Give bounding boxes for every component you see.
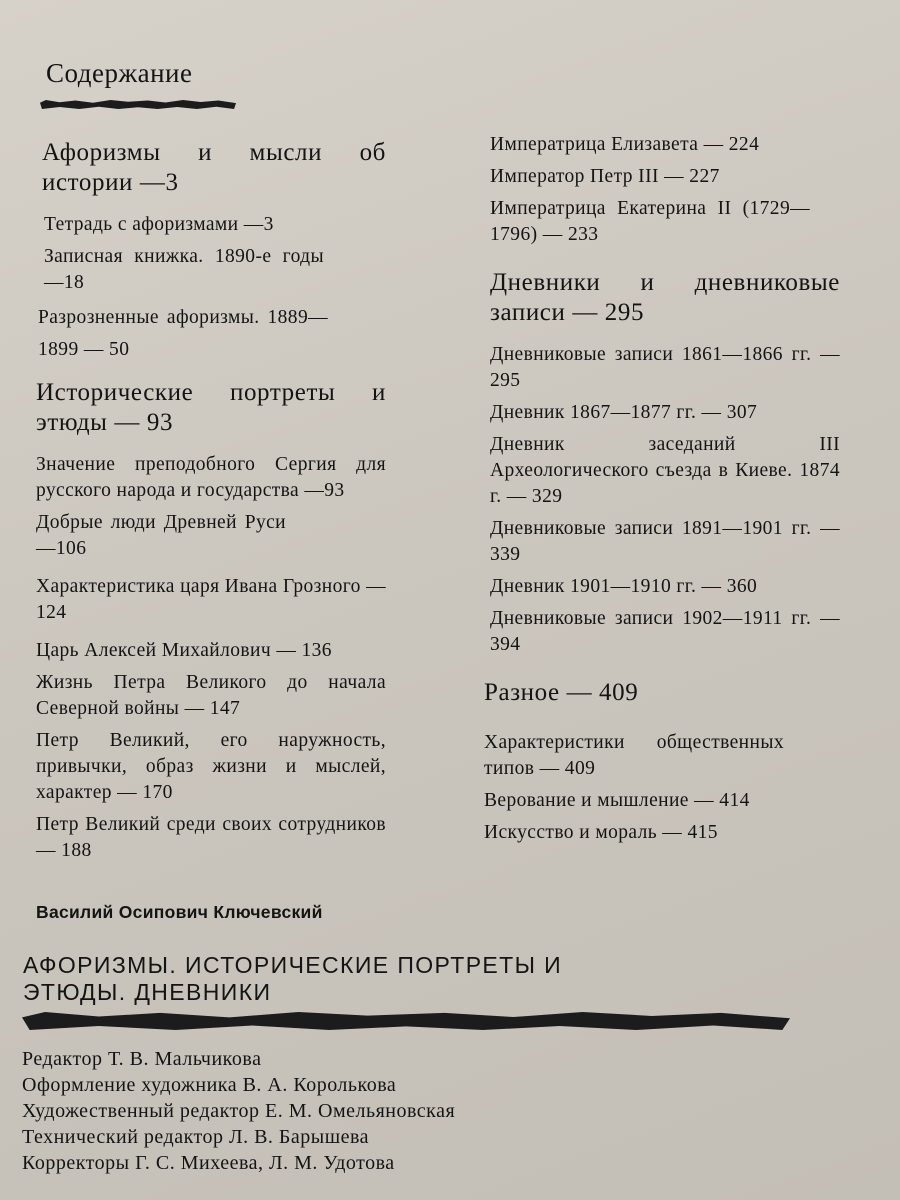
toc-entry: Дневниковые записи 1861—1866 гг. — 295 [490,344,840,391]
heading-underline [40,100,236,109]
credits-block [22,1046,455,1176]
toc-entry: Добрые люди Древней Руси —106 [36,512,286,559]
toc-entry: Верование и мышление — 414 [484,790,750,811]
credit-line: Технический редактор Л. В. Барышева [22,1126,370,1148]
credit-line: Художественный редактор Е. М. Омельяновская [22,1100,456,1122]
section-heading: Афоризмы и мысли об истории —3 [42,139,386,196]
toc-entry: Характеристики общественных типов — 409 [484,732,784,779]
credit-line: Корректоры Г. С. Михеева, Л. М. Удотова [22,1152,395,1174]
toc-entry: Император Петр III — 227 [490,166,720,187]
contents-heading: Содержание [46,58,193,88]
toc-entry: Дневниковые записи 1891—1901 гг. — 339 [490,518,840,565]
section-heading: Исторические портреты и этюды — 93 [36,379,386,436]
toc-entry: Дневник заседаний III Археологического съезда в Киеве. 1874 г. — 329 [490,434,840,507]
section-heading: Дневники и дневниковые записи — 295 [490,269,840,326]
contents-right-column [484,132,840,852]
toc-entry: Императрица Екатерина II (1729—1796) — 233 [490,198,810,245]
toc-entry: Петр Великий, его наружность, привычки, образ жизни и мыслей, характер — 170 [36,730,386,803]
toc-entry: Записная книжка. 1890-е годы —18 [44,246,324,293]
toc-entry: Дневник 1901—1910 гг. — 360 [490,576,758,597]
section-heading: Разное — 409 [484,679,639,706]
toc-entry: Петр Великий среди своих сотрудников — 188 [36,814,386,861]
toc-entry: Дневниковые записи 1902—1911 гг. — 394 [490,608,840,655]
credit-line: Редактор Т. В. Мальчикова [22,1048,262,1070]
toc-entry: Императрица Елизавета — 224 [490,134,760,155]
title-underline [22,1012,790,1030]
author-name: Василий Осипович Ключевский [36,902,323,922]
toc-entry: Значение преподобного Сергия для русского народа и государства —93 [36,454,386,501]
toc-entry: Разрозненные афоризмы. 1889—1899 — 50 [38,307,328,360]
toc-entry: Тетрадь с афоризмами —3 [44,214,274,235]
toc-entry: Дневник 1867—1877 гг. — 307 [490,402,758,423]
book-title: АФОРИЗМЫ. ИСТОРИЧЕСКИЕ ПОРТРЕТЫ И ЭТЮДЫ. ДНЕВНИКИ [23,952,563,1005]
toc-entry: Характеристика царя Ивана Грозного — 124 [36,576,386,623]
toc-entry: Жизнь Петра Великого до начала Северной войны — 147 [36,672,386,719]
credit-line: Оформление художника В. А. Королькова [22,1074,397,1096]
toc-entry: Искусство и мораль — 415 [484,822,718,843]
toc-entry: Царь Алексей Михайлович — 136 [36,640,332,661]
contents-left-column [36,138,386,870]
